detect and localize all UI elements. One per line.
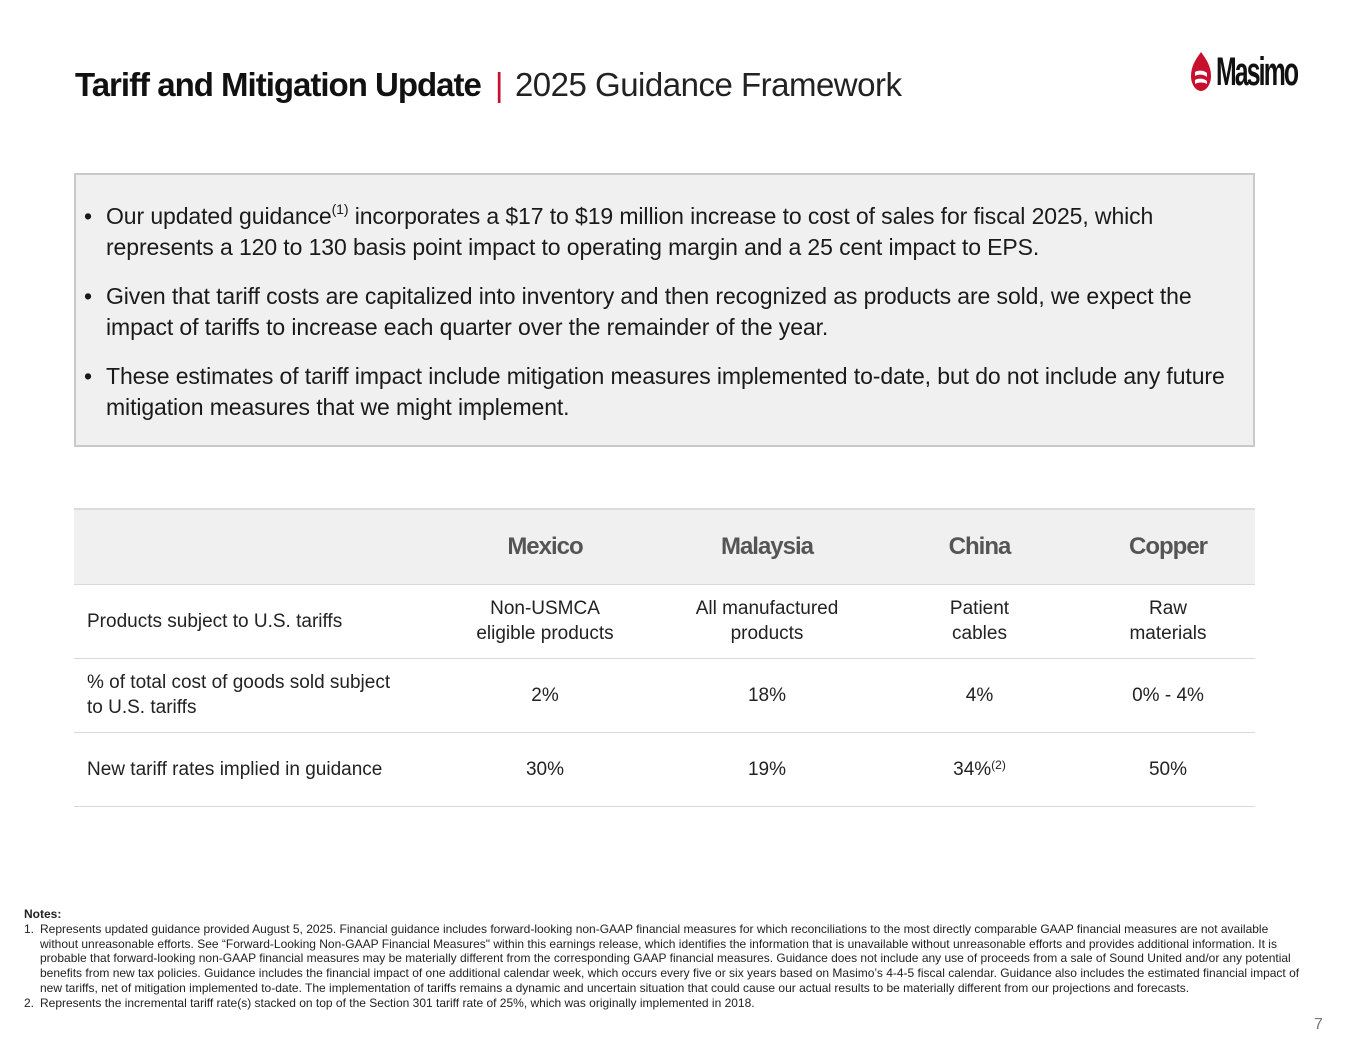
row-label: New tariff rates implied in guidance [74,732,434,806]
masimo-logo [1190,50,1347,94]
page-number: 7 [1314,1016,1323,1033]
table-header-row [74,509,1255,584]
footnotes [24,907,1304,1011]
table-cell: 2% [434,658,656,732]
footnote-item: 2. Represents the incremental tariff rate(s) stacked on top of the Section 301 tariff rate of 25%, which was originally implemented in 2018. [24,995,755,1010]
table-cell: Patient cables [878,584,1081,658]
title-subtitle: 2025 Guidance Framework [514,66,902,103]
footnote-ref-2: (2) [991,757,1006,772]
table-cell: 34%$^{(2)}$ [878,732,1081,806]
row-label: % of total cost of goods sold subject to U.S. tariffs [74,658,434,732]
table-cell: Non-USMCA eligible products [434,584,656,658]
table-cell: Raw materials [1081,584,1255,658]
table-cell: 19% [656,732,878,806]
column-header [74,509,434,584]
table-cell: All manufactured products [656,584,878,658]
page-title [75,66,901,104]
table-cell: 18% [656,658,878,732]
table-cell: 0% - 4% [1081,658,1255,732]
column-header-mexico: Mexico [434,509,656,584]
table-row [74,658,1255,732]
title-separator: | [494,66,503,103]
bullet-mitigation: • These estimates of tariff impact include mitigation measures implemented to-date, but do not include any future mitigation measures that we might implement. [82,361,1253,423]
column-header-copper: Copper [1081,509,1255,584]
table-cell: 4% [878,658,1081,732]
masimo-heart-drop-icon [1190,51,1212,93]
tariff-table [74,508,1255,807]
row-label: Products subject to U.S. tariffs [74,584,434,658]
table-cell: 50% [1081,732,1255,806]
bullet-guidance: • Our updated guidance$^{(1)}$ incorporates a $17 to $19 million increase to cost of sales for fiscal 2025, which represents a 120 to 130 basis point impact to operating margin and a 25 cent impact to EPS. [82,201,1253,263]
column-header-china: China [878,509,1081,584]
column-header-malaysia: Malaysia [656,509,878,584]
footnote-ref-1: (1) [331,201,349,217]
logo-wordmark: Masimo [1216,50,1298,94]
table-cell: 30% [434,732,656,806]
bullet-capitalized: • Given that tariff costs are capitalized into inventory and then recognized as products are sold, we expect the impact of tariffs to increase each quarter over the remainder of the year. [82,281,1253,343]
guidance-callout [74,173,1255,447]
title-main: Tariff and Mitigation Update [75,66,481,103]
footnote-item: 1. Represents updated guidance provided August 5, 2025. Financial guidance includes forward-looking non-GAAP financial measures for which reconciliations to the most directly comparable GAAP financial measures are not available without unreasonable efforts. See “Forward-Looking Non-GAAP Financial Measures" within this earnings release, which identifies the information that is unavailable without unreasonable efforts and provides additional information. It is probable that forward-looking non-GAAP financial measures may be materially different from the corresponding GAAP financial measures. Guidance does not include any use of proceeds from a sale of Sound United and/or any potential benefits from new tax policies. Guidance includes the financial impact of one additional calendar week, which occurs every five or six years based on Masimo’s 4-4-5 fiscal calendar. Guidance also includes the estimated financial impact of new tariffs, net of mitigation implemented to-date. The implementation of tariffs remains a dynamic and uncertain situation that could cause our actual results to be materially different from our projections and forecasts. [24,921,1300,995]
notes-heading: Notes: [24,907,62,921]
table-row [74,732,1255,806]
table-row [74,584,1255,658]
